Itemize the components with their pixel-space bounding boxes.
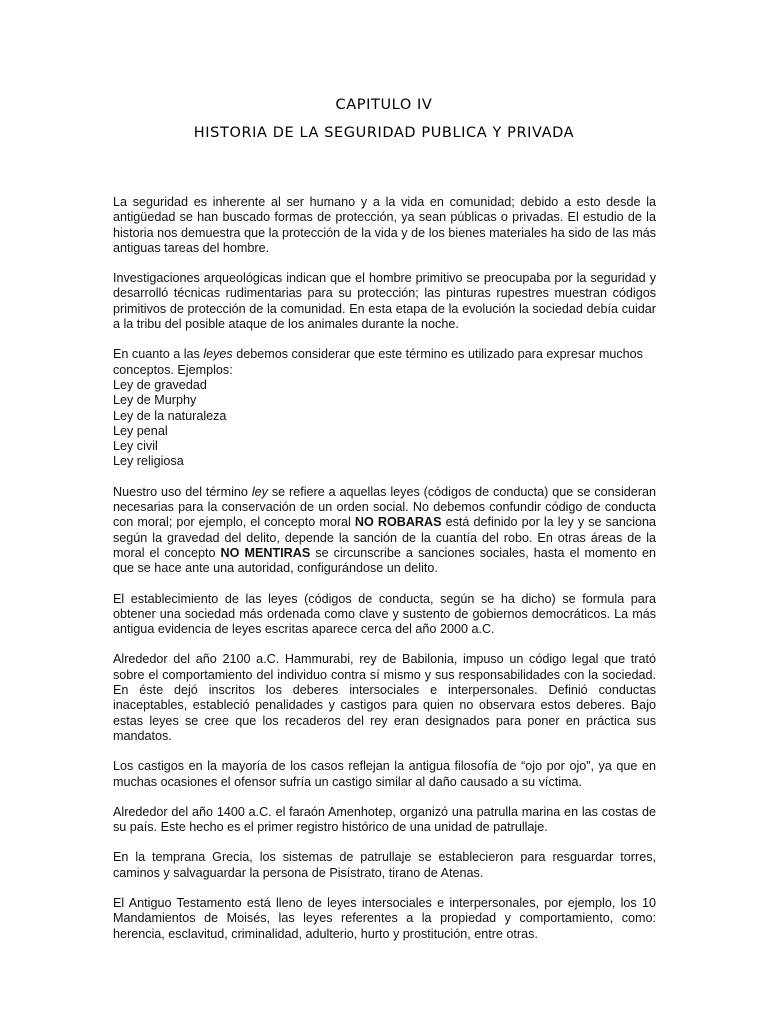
paragraph-9: En la temprana Grecia, los sistemas de patrullaje se establecieron para resguardar torres, caminos y salvaguardar la persona de Pisístrato, tirano de Atenas. [113,850,656,880]
paragraph-1: La seguridad es inherente al ser humano y a la vida en comunidad; debido a esto desde la antigüedad se han buscado formas de protección, ya sean públicas o privadas. El estudio de la historia nos demuestra que la protección de la vida y de los bienes materiales ha sido de las más antiguas tareas del hombre. [113,195,656,255]
law-item: Ley civil [113,439,158,454]
law-item: Ley de gravedad [113,377,207,392]
law-item: Ley penal [113,423,168,438]
paragraph-4-strong-1: NO ROBARAS [354,515,442,530]
law-item: Ley de la naturaleza [113,408,227,423]
paragraph-10: El Antiguo Testamento está lleno de leyes intersociales e interpersonales, por ejemplo, los 10 Mandamientos de Moisés, las leyes referentes a la propiedad y comportamiento, como: herencia, esclavitud, criminalidad, adulterio, hurto y prostitución, entre otras. [113,895,656,941]
paragraph-2: Investigaciones arqueológicas indican que el hombre primitivo se preocupaba por la seguridad y desarrolló técnicas rudimentarias para su protección; las pinturas rupestres muestran códigos primitivos de protección de la comunidad. En esta etapa de la evolución la sociedad debía cuidar a la tribu del posible ataque de los animales durante la noche. [113,271,656,332]
paragraph-8: Alrededor del año 1400 a.C. el faraón Amenhotep, organizó una patrulla marina en las costas de su país. Este hecho es el primer registro histórico de una unidad de patrullaje. [113,804,656,835]
paragraph-4-text-c: está definido por la ley y se sanciona según la gravedad del delito, depende la sanción de la cuantía del robo. En otras áreas de la moral el concepto [113,515,657,560]
document-body [113,195,656,957]
paragraph-4-emphasis: ley [251,484,268,499]
paragraph-3 [113,347,656,469]
chapter-subtitle: HISTORIA DE LA SEGURIDAD PUBLICA Y PRIVADA [193,125,575,141]
law-item: Ley de Murphy [113,393,197,408]
paragraph-4-text-b: se refiere a aquellas leyes (códigos de conducta) que se consideran necesarias para la conservación de un orden social. No debemos confundir código de conducta con moral; por ejemplo, el concepto moral [113,484,656,530]
paragraph-3-text-b: debemos considerar que este término es utilizado para expresar muchos conceptos. Ejemplos: [113,347,643,377]
paragraph-4-text-a: Nuestro uso del término [113,484,252,499]
law-item: Ley religiosa [113,454,184,469]
paragraph-4 [113,485,656,577]
paragraph-3-text-a: En cuanto a las [113,347,204,362]
paragraph-5: El establecimiento de las leyes (códigos de conducta, según se ha dicho) se formula para obtener una sociedad más ordenada como clave y sustento de gobiernos democráticos. La más antigua evidencia de leyes escritas aparece cerca del año 2000 a.C. [113,591,656,637]
paragraph-3-emphasis: leyes [203,347,233,362]
chapter-title: CAPITULO IV [335,97,433,113]
paragraph-6: Alrededor del año 2100 a.C. Hammurabi, rey de Babilonia, impuso un código legal que trató sobre el comportamiento del individuo contra sí mismo y sus responsabilidades con la sociedad. En éste dejó inscritos los deberes intersociales e interpersonales. Definió conductas inaceptables, estableció penalidades y castigos para quien no observara estos deberes. Bajo estas leyes se cree que los recaderos del rey eran designados para poner en práctica sus mandatos. [113,652,656,743]
paragraph-7: Los castigos en la mayoría de los casos reflejan la antigua filosofía de “ojo por ojo”, ya que en muchas ocasiones el ofensor sufría un castigo similar al daño causado a su víctima. [113,759,656,789]
paragraph-4-strong-2: NO MENTIRAS [220,545,311,560]
paragraph-4-text-d: se circunscribe a sanciones sociales, hasta el momento en que se hace ante una autoridad, configurándose un delito. [113,545,657,576]
